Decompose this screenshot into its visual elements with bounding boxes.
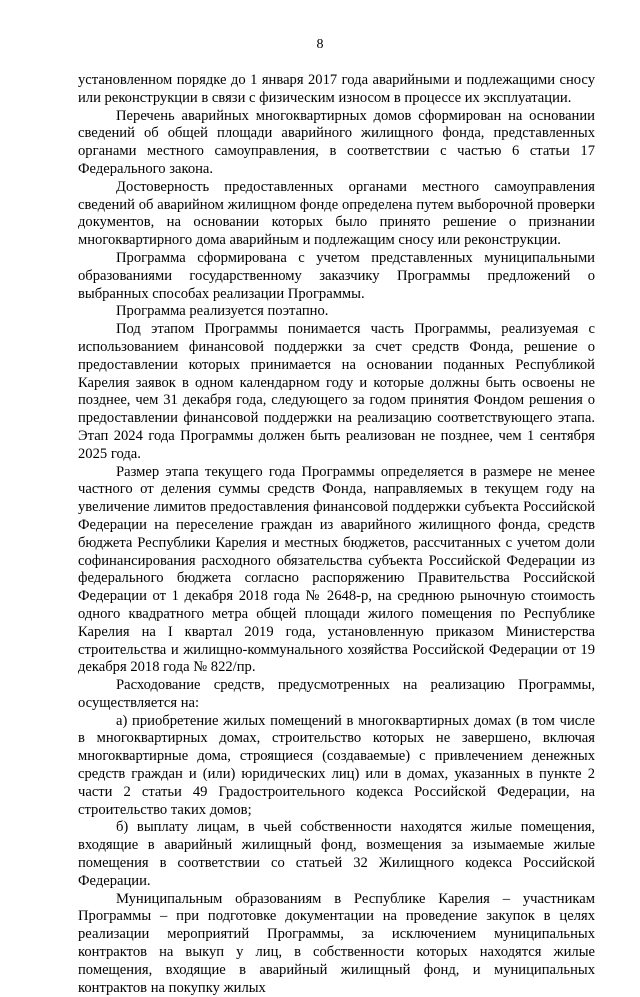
paragraph-3: Достоверность предоставленных органами местного самоуправления сведений об аварийном жилищном фонде определена путем выборочной проверки документов, на основании которых было принято решение о признании многоквартирного дома аварийным и подлежащим сносу или реконструкции. <box>78 178 595 249</box>
paragraph-6: Под этапом Программы понимается часть Программы, реализуемая с использованием финансовой поддержки за счет средств Фонда, решение о предоставлении которых принимается на основании поданных Республикой Карелия заявок в одном календарном году и которые должны быть освоены не позднее, чем 31 декабря года, следующего за годом принятия Фондом решения о предоставлении финансовой поддержки на реализацию соответствующего этапа. Этап 2024 года Программы должен быть реализован не позднее, чем 1 сентября 2025 года. <box>78 321 595 462</box>
paragraph-8: Расходование средств, предусмотренных на реализацию Программы, осуществляется на: <box>78 677 595 711</box>
paragraph-1: установленном порядке до 1 января 2017 года аварийными и подлежащими сносу или реконструкции в связи с физическим износом в процессе их эксплуатации. <box>78 72 595 106</box>
page-number: 8 <box>316 37 324 52</box>
paragraph-9: а) приобретение жилых помещений в многоквартирных домах (в том числе в многоквартирных домах, строительство которых не завершено, включая многоквартирные дома, строящиеся (создаваемые) с привлечением денежных средств граждан и (или) юридических лиц) или в домах, указанных в пункте 2 части 2 статьи 49 Градостроительного кодекса Российской Федерации, на строительство таких домов; <box>78 712 595 818</box>
paragraph-11: Муниципальным образованиям в Республике Карелия – участникам Программы – при подготовке документации на проведение закупок в целях реализации мероприятий Программы, за исключением муниципальных контрактов на выкуп у лиц, в собственности которых находятся жилые помещения, входящие в аварийный жилищный фонд, и муниципальных контрактов на покупку жилых <box>78 890 595 996</box>
paragraph-5: Программа реализуется поэтапно. <box>116 303 329 320</box>
paragraph-2: Перечень аварийных многоквартирных домов сформирован на основании сведений об общей площади аварийного жилищного фонда, представленных органами местного самоуправления, в соответствии с частью 6 статьи 17 Федерального закона. <box>78 107 595 177</box>
paragraph-10: б) выплату лицам, в чьей собственности находятся жилые помещения, входящие в аварийный жилищный фонд, возмещения за изымаемые жилые помещения в соответствии со статьей 32 Жилищного кодекса Российской Федерации. <box>78 819 595 889</box>
page-body <box>78 72 595 997</box>
paragraph-7: Размер этапа текущего года Программы определяется в размере не менее частного от деления суммы средств Фонда, направляемых в текущем году на увеличение лимитов предоставления финансовой поддержки субъекта Российской Федерации на переселение граждан из аварийного жилищного фонда, средств бюджета Республики Карелия и местных бюджетов, рассчитанных с учетом доли софинансирования расходного обязательства субъекта Российской Федерации из федерального бюджета согласно распоряжению Правительства Российской Федерации от 1 декабря 2018 года № 2648-р, на среднюю рыночную стоимость одного квадратного метра общей площади жилого помещения по Республике Карелия на I квартал 2019 года, установленную приказом Министерства строительства и жилищно-коммунального хозяйства Российской Федерации от 19 декабря 2018 года № 822/пр. <box>78 463 595 676</box>
paragraph-4: Программа сформирована с учетом представленных муниципальными образованиями государственному заказчику Программы предложений о выбранных способах реализации Программы. <box>78 249 595 302</box>
